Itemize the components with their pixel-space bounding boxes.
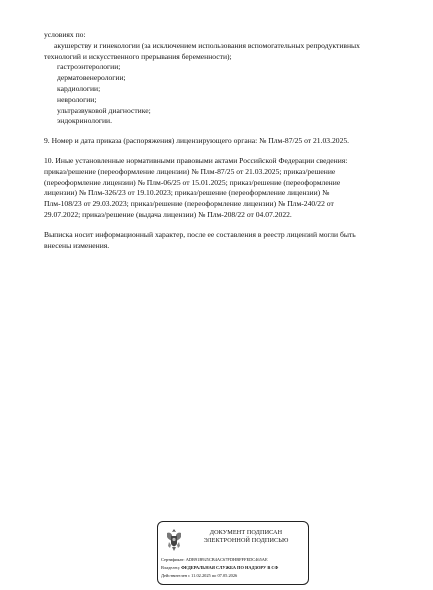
intro-line: акушерству и гинекологии (за исключением использования вспомогательных репродуктивных	[54, 40, 360, 50]
other-info-line: Плм-108/23 от 29.03.2023; приказ/решение (переоформление лицензии) № Плм-240/22 от	[44, 199, 334, 209]
coat-of-arms-icon	[163, 527, 185, 553]
other-info-line: 10. Иные установленные нормативными правовыми актами Российской Федерации сведения:	[44, 155, 348, 165]
other-info-section	[44, 156, 416, 221]
specialty-item: ультразвуковой диагностике;	[57, 105, 151, 115]
order-number-text: 9. Номер и дата приказа (распоряжения) лицензирующего органа: № Плм-87/25 от 21.03.2025.	[44, 136, 350, 146]
stamp-title-line: ЭЛЕКТРОННОЙ ПОДПИСЬЮ	[203, 536, 289, 544]
intro-line: условиях по:	[44, 30, 86, 39]
disclaimer-section	[44, 230, 416, 252]
certificate-label: Сертификат:	[161, 557, 185, 562]
order-number-section	[44, 136, 416, 147]
specialty-item: эндокринологии.	[57, 116, 113, 126]
specialty-item: неврологии;	[57, 94, 97, 104]
other-info-line: (переоформление лицензии) № Плм-06/25 от 15.01.2025; приказ/решение (переоформление	[44, 177, 341, 187]
certificate-value: ADB91B925CB4AC67FDHBFFFEDC465AE	[185, 557, 268, 562]
specialty-item: гастроэнтерологии;	[57, 62, 121, 72]
stamp-title-line: ДОКУМЕНТ ПОДПИСАН	[209, 529, 283, 536]
intro-line: технологий и искусственного прерывания беременности);	[44, 51, 232, 61]
specialty-item: кардиологии;	[57, 83, 101, 93]
certificate-details	[161, 556, 309, 580]
disclaimer-line: внесены изменения.	[44, 240, 110, 250]
stamp-title	[188, 529, 304, 544]
other-info-line: 29.07.2022; приказ/решение (выдача лицензии) № Плм-208/22 от 04.07.2022.	[44, 209, 292, 219]
owner-row	[161, 564, 309, 572]
owner-label: Владелец:	[161, 565, 180, 570]
disclaimer-line: Выписка носит информационный характер, после ее составления в реестр лицензий могли быть	[44, 229, 356, 239]
other-info-line: лицензии) № Плм-326/23 от 19.10.2023; приказ/решение (переоформление лицензии) №	[44, 188, 330, 198]
electronic-signature-stamp	[157, 521, 309, 585]
specialty-item: дерматовенерологии;	[57, 73, 126, 83]
document-body	[44, 30, 416, 251]
validity-row: Действителен с 11.02.2025 по 07.05.2026	[161, 573, 238, 578]
owner-value: ФЕДЕРАЛЬНАЯ СЛУЖБА ПО НАДЗОРУ В СФ	[181, 565, 279, 570]
other-info-line: приказ/решение (переоформление лицензии) № Плм-87/25 от 21.03.2025; приказ/решение	[44, 166, 336, 176]
certificate-row	[161, 556, 309, 564]
